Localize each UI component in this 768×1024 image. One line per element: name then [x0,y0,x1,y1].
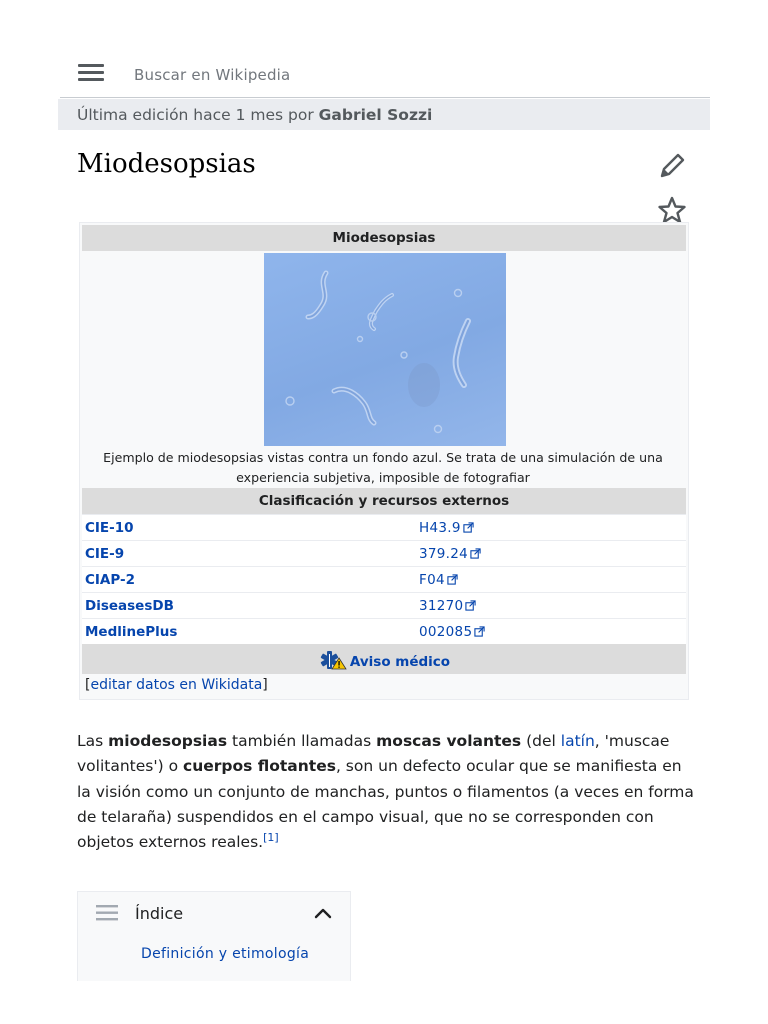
bold-term: cuerpos flotantes [183,757,336,776]
row-value-link[interactable] [419,598,476,614]
text-span: Las [77,732,109,750]
infobox-row [82,540,686,566]
row-key-link[interactable]: MedlinePlus [85,624,178,640]
row-key-link[interactable]: CIE-10 [85,520,134,536]
external-link-icon [474,626,485,637]
external-link-icon [463,522,474,533]
toc-title: Índice [135,904,184,923]
top-bar [60,52,710,98]
wikidata-edit [85,677,268,693]
external-link-icon [465,600,476,611]
infobox-row [82,566,686,592]
text-span: también llamadas [227,732,377,750]
infobox-row [82,592,686,618]
external-link-icon [470,548,481,559]
row-value-text: 31270 [419,598,464,614]
infobox-section-title: Clasificación y recursos externos [82,488,686,514]
infobox-image[interactable] [264,253,506,446]
page-title: Miodesopsias [77,149,256,179]
chevron-up-icon[interactable] [314,907,332,919]
text-span: , 'muscae volitantes') o [77,732,670,776]
bold-term: moscas volantes [376,732,522,750]
divider [60,97,710,98]
table-of-contents [77,891,351,981]
wikidata-edit-link[interactable]: editar datos en Wikidata [90,677,263,693]
watch-star-icon[interactable] [656,195,688,225]
text-span: (del [521,732,561,750]
infobox-title: Miodesopsias [82,225,686,251]
bracket-close: ] [262,677,268,693]
medical-notice-link[interactable] [318,654,450,670]
reference-link[interactable]: [1] [263,831,279,845]
row-value-text: 379.24 [419,546,469,562]
infobox-row [82,618,686,644]
row-key-link[interactable]: CIAP-2 [85,572,136,588]
infobox [79,222,689,700]
medical-notice [82,644,686,674]
text-span: , son un defecto ocular que se manifiesta en la visión como un conjunto de manchas, puntos o filamentos (a veces en forma de telaraña) suspendidos en el campo visual, que no se corresponden con objetos externos reales. [77,757,694,852]
row-key-link[interactable]: CIE-9 [85,546,125,562]
row-value-text: 002085 [419,624,473,640]
toc-item[interactable]: Definición y etimología [141,946,310,962]
row-value-link[interactable] [419,572,458,588]
star-of-life-warning-icon [318,650,348,670]
row-value-link[interactable] [419,546,481,562]
floaters-illustration [264,253,506,446]
row-value-text: F04 [419,572,445,588]
medical-notice-text: Aviso médico [349,654,451,670]
infobox-row [82,514,686,540]
external-link-icon [447,574,458,585]
bracket-open: [ [85,677,91,693]
row-value-text: H43.9 [419,520,461,536]
infobox-caption: Ejemplo de miodesopsias vistas contra un fondo azul. Se trata de una simulación de una experiencia subjetiva, imposible de fotografiar [103,450,663,485]
toc-list-icon [96,904,118,922]
latin-link[interactable]: latín [560,732,595,750]
row-value-link[interactable] [419,624,485,640]
search-input[interactable]: Buscar en Wikipedia [134,66,291,84]
row-key-link[interactable]: DiseasesDB [85,598,174,614]
last-edit-bar[interactable] [58,99,710,130]
last-edit-text: Última edición hace 1 mes por [77,106,319,124]
menu-icon[interactable] [78,64,104,82]
row-value-link[interactable] [419,520,474,536]
last-edit-user: Gabriel Sozzi [318,106,433,124]
lead-paragraph [77,729,697,855]
bold-term: miodesopsias [108,732,228,750]
edit-pencil-icon[interactable] [656,152,688,180]
